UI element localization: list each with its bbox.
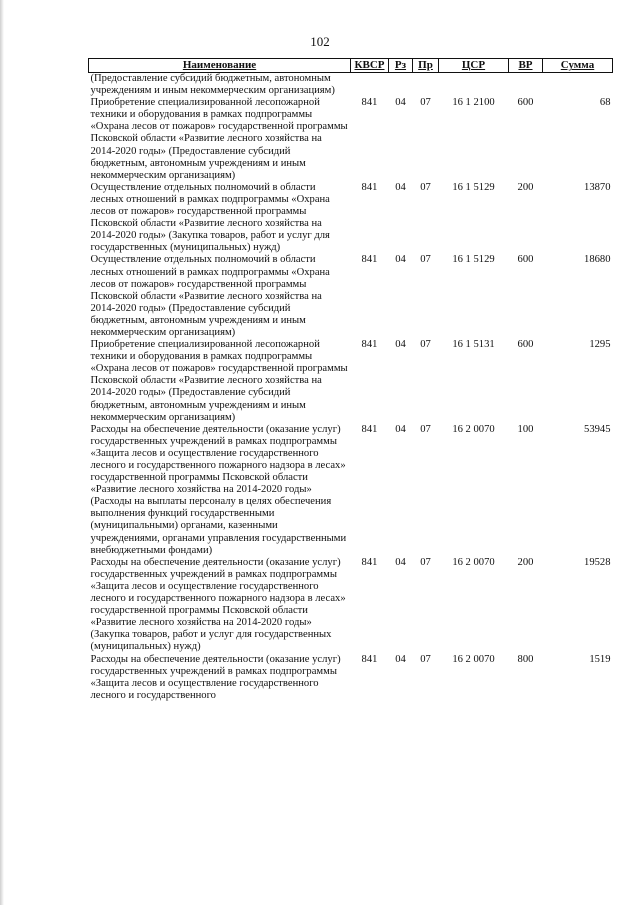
header-kvsr: КВСР bbox=[351, 59, 389, 73]
row-vr: 800 bbox=[517, 653, 534, 665]
budget-table bbox=[88, 58, 613, 702]
row-name: Приобретение специализированной лесопожарной техники и оборудования в рамках подпрограммы «Охрана лесов от пожаров» государственной программы Псковской области «Развитие лесного хозяйства на 2014-2020 годы» (Предоставление субсидий бюджетным, автономным учреждениям и иным некоммерческим организациям) bbox=[90, 339, 348, 423]
row-kvsr: 841 bbox=[361, 181, 378, 193]
row-name: Приобретение специализированной лесопожарной техники и оборудования в рамках подпрограммы «Охрана лесов от пожаров» государственной программы Псковской области «Развитие лесного хозяйства на 2014-2020 годы» (Предоставление субсидий бюджетным, автономным учреждениям и иным некоммерческим организациям) bbox=[90, 97, 348, 181]
row-vr: 200 bbox=[517, 556, 534, 568]
header-pr: Пр bbox=[413, 59, 439, 73]
row-rz: 04 bbox=[395, 254, 406, 266]
row-rz: 04 bbox=[395, 556, 406, 568]
row-sum: 53945 bbox=[584, 423, 611, 435]
table-row bbox=[89, 424, 613, 557]
row-rz: 04 bbox=[395, 339, 406, 351]
row-pr: 07 bbox=[420, 97, 431, 109]
row-rz bbox=[389, 73, 413, 98]
header-csr: ЦСР bbox=[439, 59, 509, 73]
row-pr bbox=[413, 73, 439, 98]
row-kvsr: 841 bbox=[361, 339, 378, 351]
row-vr: 100 bbox=[517, 423, 534, 435]
row-kvsr: 841 bbox=[361, 556, 378, 568]
table-row bbox=[89, 654, 613, 702]
row-vr: 600 bbox=[517, 339, 534, 351]
row-kvsr: 841 bbox=[361, 97, 378, 109]
row-sum: 1519 bbox=[589, 653, 611, 665]
row-sum bbox=[543, 73, 613, 98]
row-rz: 04 bbox=[395, 653, 406, 665]
row-name: Осуществление отдельных полномочий в области лесных отношений в рамках подпрограммы «Охрана лесов от пожаров» государственной программы Псковской области «Развитие лесного хозяйства на 2014-2020 годы» (Закупка товаров, работ и услуг для государственных (муниципальных) нужд) bbox=[90, 181, 330, 254]
row-pr: 07 bbox=[420, 339, 431, 351]
table-row bbox=[89, 254, 613, 339]
row-sum: 13870 bbox=[584, 181, 611, 193]
row-csr: 16 1 5129 bbox=[452, 181, 495, 193]
header-sum: Сумма bbox=[543, 59, 613, 73]
row-name: (Предоставление субсидий бюджетным, автономным учреждениям и иным некоммерческим организациям) bbox=[90, 73, 335, 97]
header-name: Наименование bbox=[89, 59, 351, 73]
row-csr: 16 1 5129 bbox=[452, 254, 495, 266]
table-row bbox=[89, 339, 613, 424]
row-pr: 07 bbox=[420, 653, 431, 665]
row-pr: 07 bbox=[420, 254, 431, 266]
header-vr: ВР bbox=[509, 59, 543, 73]
row-csr: 16 1 5131 bbox=[452, 339, 495, 351]
row-rz: 04 bbox=[395, 181, 406, 193]
row-vr: 200 bbox=[517, 181, 534, 193]
row-sum: 19528 bbox=[584, 556, 611, 568]
row-sum: 1295 bbox=[589, 339, 611, 351]
row-kvsr: 841 bbox=[361, 423, 378, 435]
header-rz: Рз bbox=[389, 59, 413, 73]
row-csr bbox=[439, 73, 509, 98]
row-name: Осуществление отдельных полномочий в области лесных отношений в рамках подпрограммы «Охрана лесов от пожаров» государственной программы Псковской области «Развитие лесного хозяйства на 2014-2020 годы» (Предоставление субсидий бюджетным, автономным учреждениям и иным некоммерческим организациям) bbox=[90, 254, 330, 338]
table-row bbox=[89, 73, 613, 98]
row-pr: 07 bbox=[420, 423, 431, 435]
page-number: 102 bbox=[310, 34, 330, 49]
row-vr: 600 bbox=[517, 97, 534, 109]
row-kvsr bbox=[351, 73, 389, 98]
row-csr: 16 2 0070 bbox=[452, 556, 495, 568]
row-csr: 16 2 0070 bbox=[452, 423, 495, 435]
row-vr bbox=[509, 73, 543, 98]
row-kvsr: 841 bbox=[361, 653, 378, 665]
row-sum: 68 bbox=[599, 97, 611, 109]
table-row bbox=[89, 97, 613, 182]
row-rz: 04 bbox=[395, 423, 406, 435]
table-header-row bbox=[89, 59, 613, 73]
table-row bbox=[89, 557, 613, 654]
row-csr: 16 1 2100 bbox=[452, 97, 495, 109]
row-csr: 16 2 0070 bbox=[452, 653, 495, 665]
row-rz: 04 bbox=[395, 97, 406, 109]
row-sum: 18680 bbox=[584, 254, 611, 266]
row-name: Расходы на обеспечение деятельности (оказание услуг) государственных учреждений в рамках подпрограммы «Защита лесов и осуществление государственного лесного и государственного пожарного надзора в лесах» государственной программы Псковской области «Развитие лесного хозяйства на 2014-2020 годы» (Закупка товаров, работ и услуг для государственных (муниципальных) нужд) bbox=[90, 556, 346, 653]
row-vr: 600 bbox=[517, 254, 534, 266]
table-row bbox=[89, 182, 613, 255]
row-pr: 07 bbox=[420, 556, 431, 568]
row-name: Расходы на обеспечение деятельности (оказание услуг) государственных учреждений в рамках подпрограммы «Защита лесов и осуществление государственного лесного и государственного bbox=[90, 653, 341, 701]
row-name: Расходы на обеспечение деятельности (оказание услуг) государственных учреждений в рамках подпрограммы «Защита лесов и осуществление государственного лесного и государственного пожарного надзора в лесах» государственной программы Псковской области «Развитие лесного хозяйства на 2014-2020 годы» (Расходы на выплаты персоналу в целях обеспечения выполнения функций государственными (муниципальными) органами, казенными учреждениями, органами управления государственными внебюджетными фондами) bbox=[90, 423, 347, 556]
row-kvsr: 841 bbox=[361, 254, 378, 266]
row-pr: 07 bbox=[420, 181, 431, 193]
scan-edge-shadow bbox=[0, 0, 4, 905]
